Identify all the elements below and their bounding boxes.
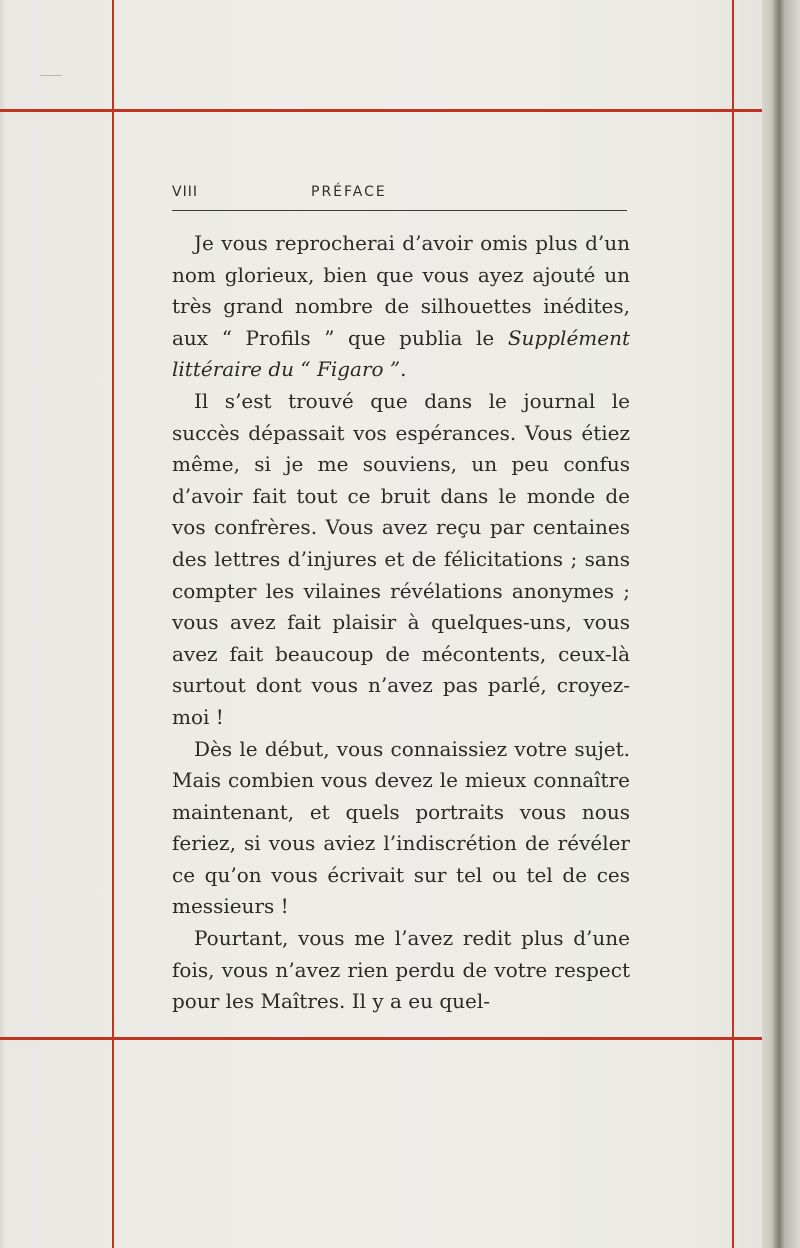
body-text bbox=[172, 228, 630, 1018]
bottom-red-rule bbox=[0, 1037, 800, 1040]
pencil-mark bbox=[40, 75, 62, 76]
left-red-rule bbox=[112, 0, 114, 1248]
page-number: VIII bbox=[172, 184, 198, 200]
paragraph-1 bbox=[172, 228, 630, 386]
paragraph-1-text: Je vous reprocherai d’avoir omis plus d’un nom glorieux, bien que vous ayez ajouté un très grand nombre de silhouettes inédites, aux “ Profils ” que publia le bbox=[172, 231, 630, 350]
page-header bbox=[172, 184, 627, 211]
paragraph-2: Il s’est trouvé que dans le journal le succès dépassait vos espérances. Vous étiez même, si je me souviens, un peu confus d’avoir fait tout ce bruit dans le monde de vos confrères. Vous avez reçu par centaines des lettres d’injures et de félicitations ; sans compter les vilaines révélations anonymes ; vous avez fait plaisir à quelques-uns, vous avez fait beaucoup de mécontents, ceux-là surtout dont vous n’avez pas parlé, croyez-moi ! bbox=[172, 388, 630, 729]
right-red-rule bbox=[732, 0, 734, 1248]
paragraph-1-end: . bbox=[400, 357, 407, 382]
book-binding-edge bbox=[762, 0, 800, 1248]
top-red-rule bbox=[0, 109, 800, 112]
running-head: PRÉFACE bbox=[311, 184, 387, 200]
page-left-edge bbox=[0, 0, 6, 1248]
paragraph-4: Pourtant, vous me l’avez redit plus d’une fois, vous n’avez rien perdu de votre respect pour les Maîtres. Il y a eu quel- bbox=[172, 926, 630, 1014]
paragraph-3: Dès le début, vous connaissiez votre sujet. Mais combien vous devez le mieux connaître maintenant, et quels portraits vous nous feriez, si vous aviez l’indiscrétion de révéler ce qu’on vous écrivait sur tel ou tel de ces messieurs ! bbox=[172, 736, 630, 919]
journal-title-italic: Supplément littéraire du “ Figaro ” bbox=[172, 325, 630, 382]
